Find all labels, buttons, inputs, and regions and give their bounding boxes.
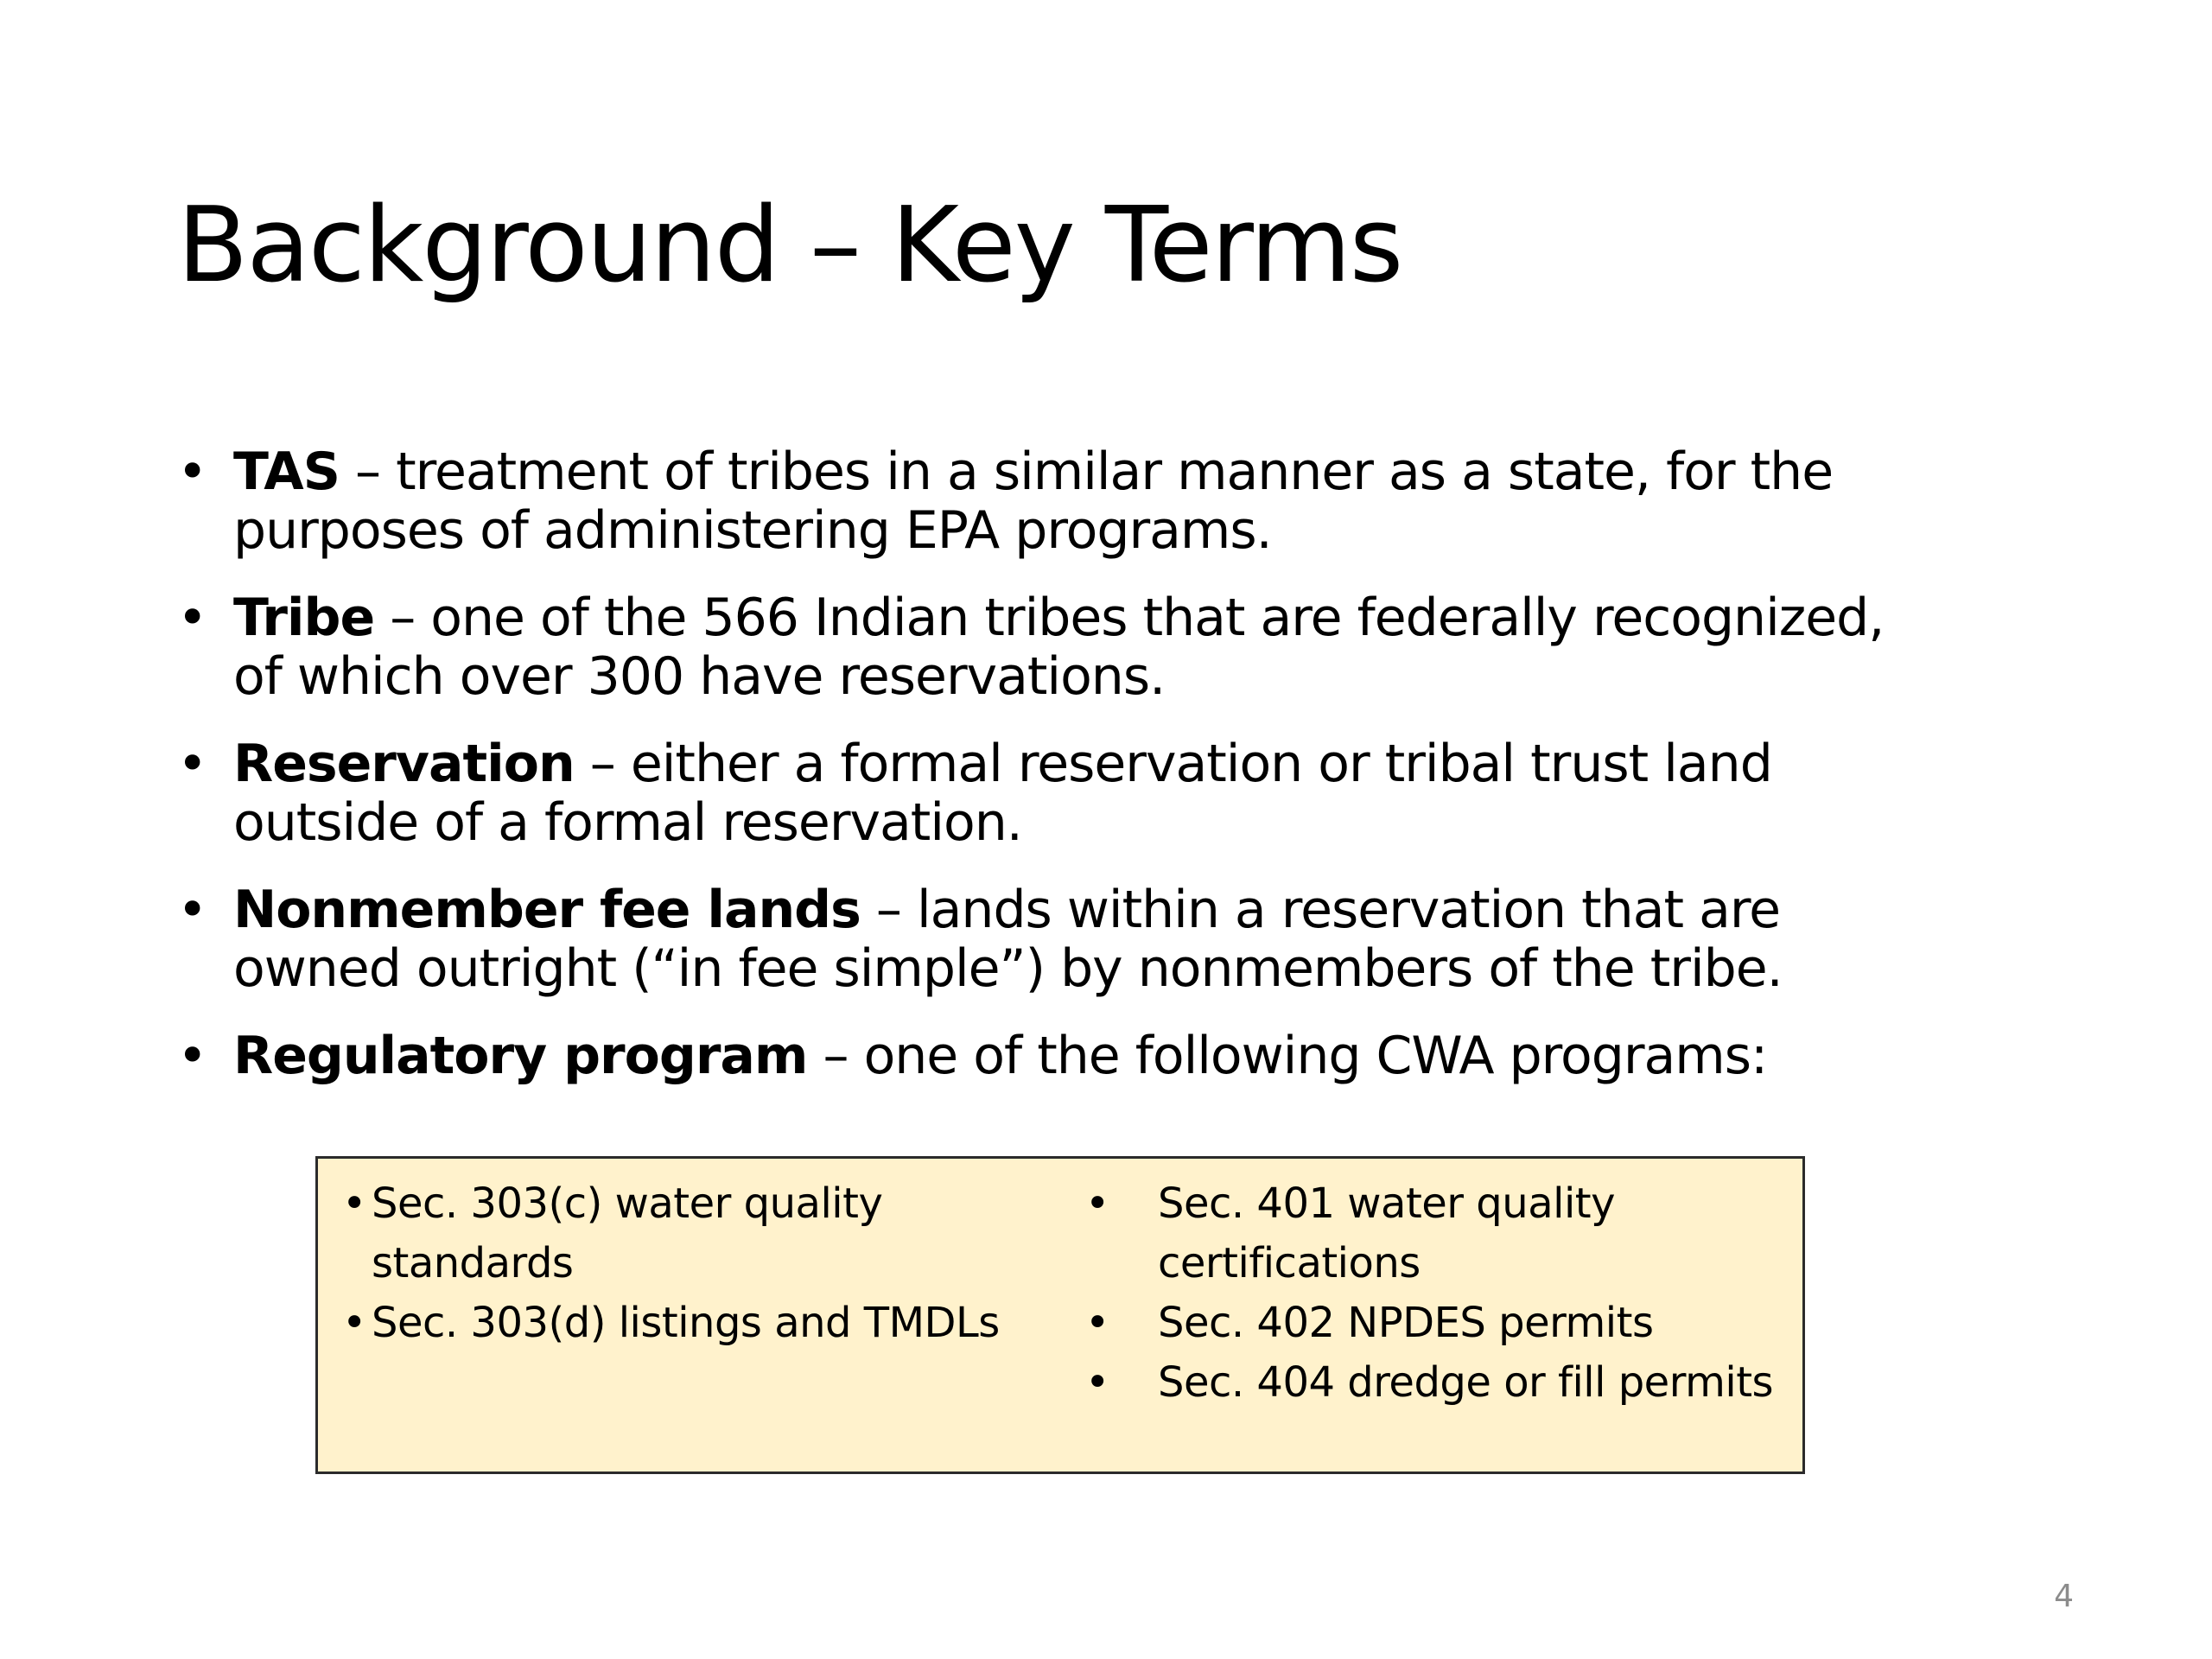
program-item-303d bbox=[342, 1294, 1051, 1353]
bullet-dot-icon: • bbox=[177, 1026, 207, 1086]
bullet-reservation bbox=[177, 734, 2104, 852]
bullet-line bbox=[233, 880, 2104, 939]
term-definition-continued: purposes of administering EPA programs. bbox=[233, 500, 1272, 561]
term-definition: – either a formal reservation or tribal trust land bbox=[574, 734, 1772, 794]
bullet-dot-icon: • bbox=[1085, 1358, 1109, 1407]
term-definition: – one of the 566 Indian tribes that are federally recognized, bbox=[374, 588, 1885, 648]
key-terms-list bbox=[177, 442, 2104, 1114]
bullet-dot-icon: • bbox=[342, 1179, 366, 1228]
bullet-line bbox=[233, 734, 2104, 793]
term-name: Regulatory program bbox=[233, 1026, 808, 1086]
bullet-regulatory-program bbox=[177, 1027, 2104, 1085]
term-definition: – treatment of tribes in a similar manner as a state, for the bbox=[339, 442, 1834, 502]
page-number: 4 bbox=[2054, 1579, 2074, 1614]
program-item-401 bbox=[1085, 1174, 1794, 1294]
bullet-dot-icon: • bbox=[1085, 1299, 1109, 1347]
bullet-tas bbox=[177, 442, 2104, 560]
slide-title: Background – Key Terms bbox=[177, 186, 1402, 306]
bullet-dot-icon: • bbox=[177, 442, 207, 502]
term-definition-continued: outside of a formal reservation. bbox=[233, 792, 1022, 853]
term-name: Reservation bbox=[233, 734, 575, 794]
bullet-dot-icon: • bbox=[1085, 1179, 1109, 1228]
program-label-continued: certifications bbox=[1158, 1239, 1421, 1287]
term-name: Nonmember fee lands bbox=[233, 880, 861, 940]
term-definition-continued: of which over 300 have reservations. bbox=[233, 646, 1166, 707]
program-label: Sec. 404 dredge or fill permits bbox=[1158, 1358, 1774, 1407]
term-name: TAS bbox=[233, 442, 340, 502]
program-label: Sec. 402 NPDES permits bbox=[1158, 1299, 1654, 1347]
term-name: Tribe bbox=[233, 588, 375, 648]
program-item-303c bbox=[342, 1174, 1051, 1294]
program-label: Sec. 303(d) listings and TMDLs bbox=[372, 1299, 1000, 1347]
bullet-dot-icon: • bbox=[342, 1299, 366, 1347]
program-label-continued: standards bbox=[372, 1239, 574, 1287]
programs-right-column bbox=[1085, 1174, 1794, 1413]
bullet-dot-icon: • bbox=[177, 880, 207, 940]
term-definition-continued: owned outright (“in fee simple”) by nonmembers of the tribe. bbox=[233, 938, 1783, 999]
bullet-line bbox=[233, 442, 2104, 501]
bullet-line bbox=[233, 588, 2104, 647]
term-definition: – lands within a reservation that are bbox=[860, 880, 1781, 940]
program-item-404 bbox=[1085, 1353, 1794, 1413]
term-definition: – one of the following CWA programs: bbox=[807, 1026, 1768, 1086]
bullet-tribe bbox=[177, 588, 2104, 706]
programs-left-column bbox=[342, 1174, 1051, 1353]
bullet-dot-icon: • bbox=[177, 588, 207, 648]
program-label: Sec. 401 water quality bbox=[1158, 1179, 1615, 1228]
cwa-programs-box bbox=[315, 1156, 1805, 1474]
bullet-dot-icon: • bbox=[177, 734, 207, 794]
program-label: Sec. 303(c) water quality bbox=[372, 1179, 883, 1228]
program-item-402 bbox=[1085, 1294, 1794, 1353]
bullet-line bbox=[233, 1027, 2104, 1085]
bullet-nonmember-fee-lands bbox=[177, 880, 2104, 998]
